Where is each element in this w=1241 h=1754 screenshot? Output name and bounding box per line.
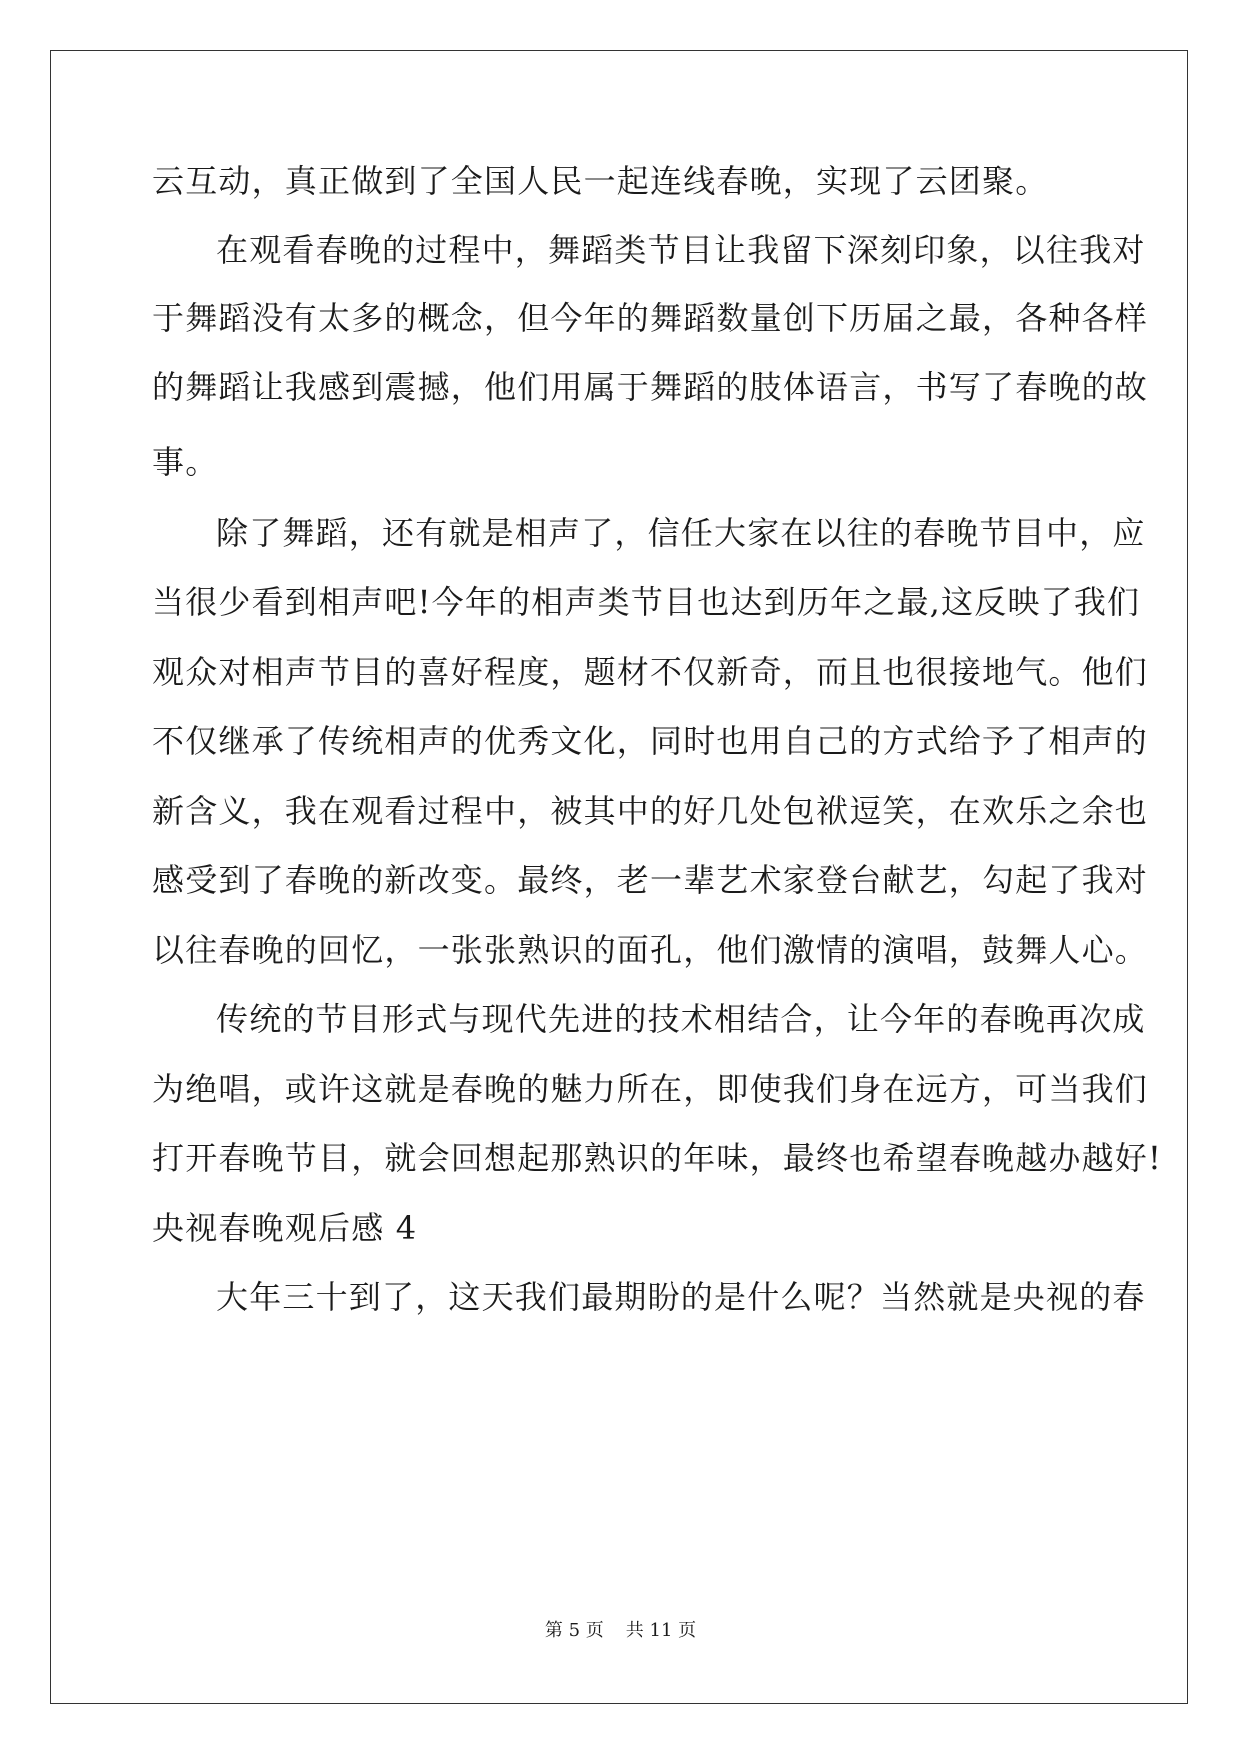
page-number: 第 5 页 — [544, 1620, 604, 1641]
text-line: 事。 — [152, 443, 219, 481]
text-line: 新含义，我在观看过程中，被其中的好几处包袱逗笑，在欢乐之余也 — [152, 792, 1149, 830]
paragraph-first-line: 大年三十到了，这天我们最期盼的是什么呢？当然就是央视的春 — [216, 1278, 1146, 1316]
section-heading: 央视春晚观后感 4 — [152, 1209, 418, 1247]
text-line: 观众对相声节目的喜好程度，题材不仅新奇，而且也很接地气。他们 — [152, 653, 1149, 691]
text-line: 打开春晚节目，就会回想起那熟识的年味，最终也希望春晚越办越好! — [152, 1139, 1163, 1177]
text-line: 于舞蹈没有太多的概念，但今年的舞蹈数量创下历届之最，各种各样 — [152, 299, 1149, 337]
text-line: 的舞蹈让我感到震撼，他们用属于舞蹈的肢体语言，书写了春晚的故 — [152, 368, 1149, 406]
page-total: 共 11 页 — [625, 1620, 697, 1641]
text-line: 以往春晚的回忆，一张张熟识的面孔，他们激情的演唱，鼓舞人心。 — [152, 931, 1149, 969]
text-line: 云互动，真正做到了全国人民一起连线春晚，实现了云团聚。 — [152, 162, 1049, 200]
paragraph-first-line: 在观看春晚的过程中，舞蹈类节目让我留下深刻印象，以往我对 — [216, 231, 1146, 269]
paragraph-first-line: 传统的节目形式与现代先进的技术相结合，让今年的春晚再次成 — [216, 1000, 1146, 1038]
text-line: 不仅继承了传统相声的优秀文化，同时也用自己的方式给予了相声的 — [152, 722, 1149, 760]
text-line: 为绝唱，或许这就是春晚的魅力所在，即使我们身在远方，可当我们 — [152, 1070, 1149, 1108]
text-line: 感受到了春晚的新改变。最终，老一辈艺术家登台献艺，勾起了我对 — [152, 861, 1149, 899]
text-line: 当很少看到相声吧!今年的相声类节目也达到历年之最,这反映了我们 — [152, 583, 1141, 621]
paragraph-first-line: 除了舞蹈，还有就是相声了，信任大家在以往的春晚节目中，应 — [216, 514, 1146, 552]
page-footer — [0, 1619, 1241, 1643]
